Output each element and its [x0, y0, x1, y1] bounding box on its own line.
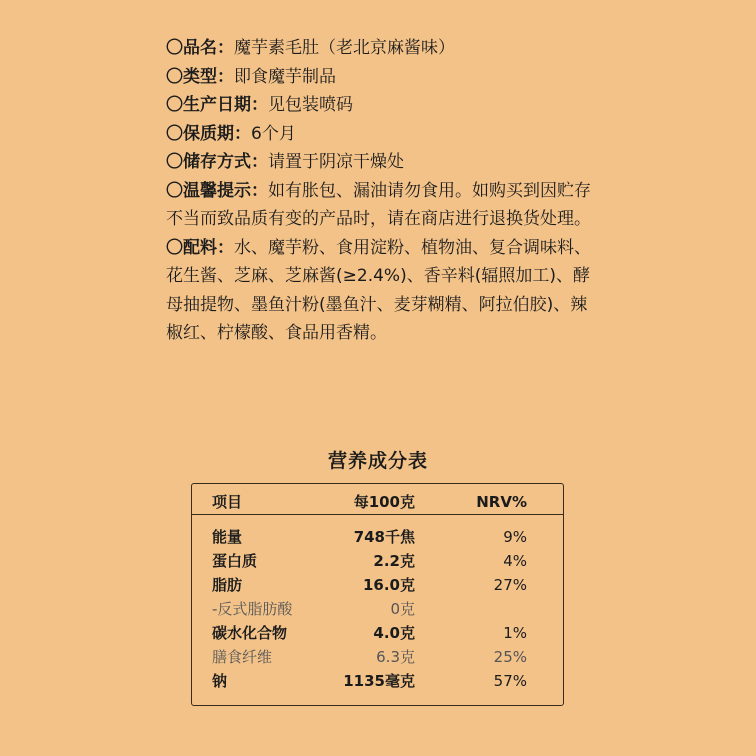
nutrition-title: 营养成分表	[327, 450, 428, 472]
row-nrv: 57%	[493, 672, 527, 690]
shelf-life-line	[166, 120, 596, 149]
row-item: 能量	[212, 528, 243, 546]
nutrition-table	[191, 483, 564, 706]
row-amount: 2.2克	[373, 552, 415, 570]
row-item: -反式脂肪酸	[212, 600, 293, 618]
row-item: 钠	[212, 672, 228, 690]
row-nrv: 9%	[503, 528, 527, 546]
production-date-line	[166, 91, 596, 120]
tips-line	[166, 177, 596, 234]
product-info	[166, 34, 596, 348]
table-divider	[192, 514, 563, 515]
header-amount: 每100克	[353, 493, 415, 511]
row-nrv: 1%	[503, 624, 527, 642]
table-row	[192, 573, 563, 597]
production-date-label: 〇生产日期：	[166, 95, 268, 115]
row-item: 碳水化合物	[212, 624, 288, 642]
product-type-label: 〇类型：	[166, 66, 234, 87]
table-header-row	[192, 490, 563, 514]
row-item: 膳食纤维	[212, 648, 273, 666]
storage-line	[166, 148, 596, 177]
storage-label: 〇储存方式：	[166, 152, 268, 172]
row-amount: 6.3克	[376, 648, 415, 666]
row-amount: 1135毫克	[343, 672, 415, 690]
storage-value: 请置于阴凉干燥处	[268, 152, 404, 172]
header-item: 项目	[212, 493, 243, 511]
product-type-value: 即食魔芋制品	[234, 66, 336, 87]
table-row	[192, 549, 563, 573]
production-date-value: 见包装喷码	[268, 95, 353, 115]
row-item: 蛋白质	[212, 552, 258, 570]
row-amount: 16.0克	[362, 576, 415, 594]
product-name-line	[166, 34, 596, 63]
row-nrv: 27%	[493, 576, 527, 594]
row-amount: 748千焦	[353, 528, 415, 546]
ingredients-line	[166, 234, 596, 348]
shelf-life-value: 6个月	[251, 123, 296, 144]
tips-label: 〇温馨提示：	[166, 180, 268, 201]
row-amount: 0克	[390, 600, 415, 618]
shelf-life-label: 〇保质期：	[166, 123, 251, 144]
table-row	[192, 525, 563, 549]
product-name-label: 〇品名：	[166, 38, 234, 58]
table-row	[192, 621, 563, 645]
product-name-value: 魔芋素毛肚（老北京麻酱味）	[234, 38, 455, 58]
row-nrv: 4%	[503, 552, 527, 570]
ingredients-value: 水、魔芋粉、食用淀粉、植物油、复合调味料、花生酱、芝麻、芝麻酱(≥2.4%)、香辛料(辐照加工)、酵母抽提物、墨鱼汁粉(墨鱼汁、麦芽糊精、阿拉伯胶)、辣椒红、柠檬酸、食品用香精。	[166, 237, 591, 343]
header-nrv: NRV%	[476, 493, 527, 511]
row-item: 脂肪	[212, 576, 243, 594]
row-amount: 4.0克	[373, 624, 415, 642]
product-type-line	[166, 63, 596, 92]
table-row	[192, 669, 563, 693]
table-row	[192, 645, 563, 669]
table-row	[192, 597, 563, 621]
row-nrv: 25%	[493, 648, 527, 666]
ingredients-label: 〇配料：	[166, 237, 234, 258]
tips-value: 如有胀包、漏油请勿食用。如购买到因贮存不当而致品质有变的产品时，请在商店进行退换货处理。	[166, 180, 591, 229]
